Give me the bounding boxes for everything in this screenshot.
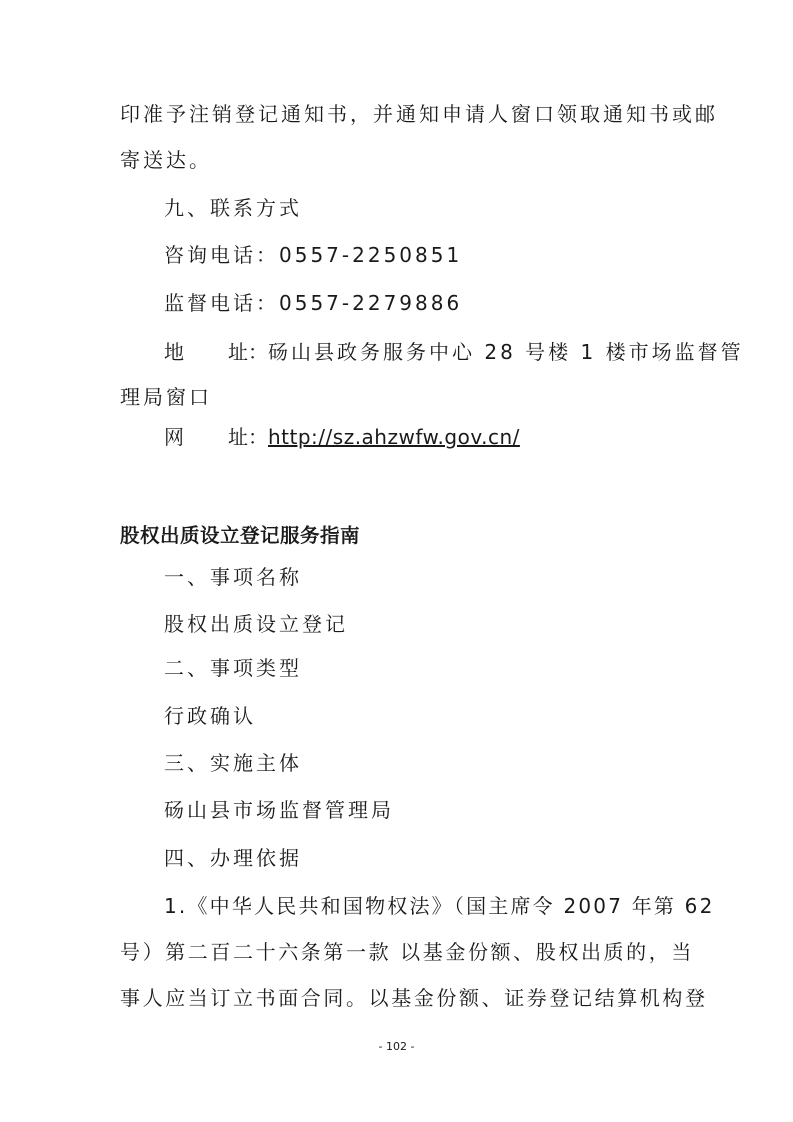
implementer-value: 砀山县市场监督管理局 (164, 798, 394, 822)
item-name-value: 股权出质设立登记 (164, 612, 348, 636)
address-continuation: 理局窗口 (120, 385, 212, 409)
address-label-char-2: 址： (228, 340, 268, 364)
address-label-char-1: 地 (164, 340, 184, 364)
guide-title: 股权出质设立登记服务指南 (120, 524, 361, 547)
section-heading-basis: 四、办理依据 (164, 846, 302, 870)
section-heading-contact: 九、联系方式 (164, 196, 302, 220)
item-type-value: 行政确认 (164, 704, 256, 728)
website-label-char-1: 网 (164, 425, 184, 449)
website-label-char-2: 址： (228, 425, 268, 449)
section-heading-implementer: 三、实施主体 (164, 751, 302, 775)
address-line (164, 339, 744, 365)
basis-line: 1.《中华人民共和国物权法》（国主席令 2007 年第 62 (164, 894, 715, 918)
supervise-phone: 监督电话：0557-2279886 (164, 291, 463, 315)
consult-phone: 咨询电话：0557-2250851 (164, 243, 463, 267)
basis-line: 事人应当订立书面合同。以基金份额、证券登记结算机构登 (120, 986, 708, 1010)
paragraph-line: 寄送达。 (120, 148, 212, 172)
paragraph-line: 印准予注销登记通知书，并通知申请人窗口领取通知书或邮 (120, 102, 718, 126)
website-line (164, 424, 520, 450)
basis-line: 号）第二百二十六条第一款 以基金份额、股权出质的，当 (120, 940, 694, 964)
website-link[interactable]: http://sz.ahzwfw.gov.cn/ (268, 425, 520, 449)
address-value: 砀山县政务服务中心 28 号楼 1 楼市场监督管 (268, 340, 744, 364)
section-heading-item-name: 一、事项名称 (164, 565, 302, 589)
section-heading-item-type: 二、事项类型 (164, 656, 302, 680)
page-number: - 102 - (378, 1040, 415, 1053)
